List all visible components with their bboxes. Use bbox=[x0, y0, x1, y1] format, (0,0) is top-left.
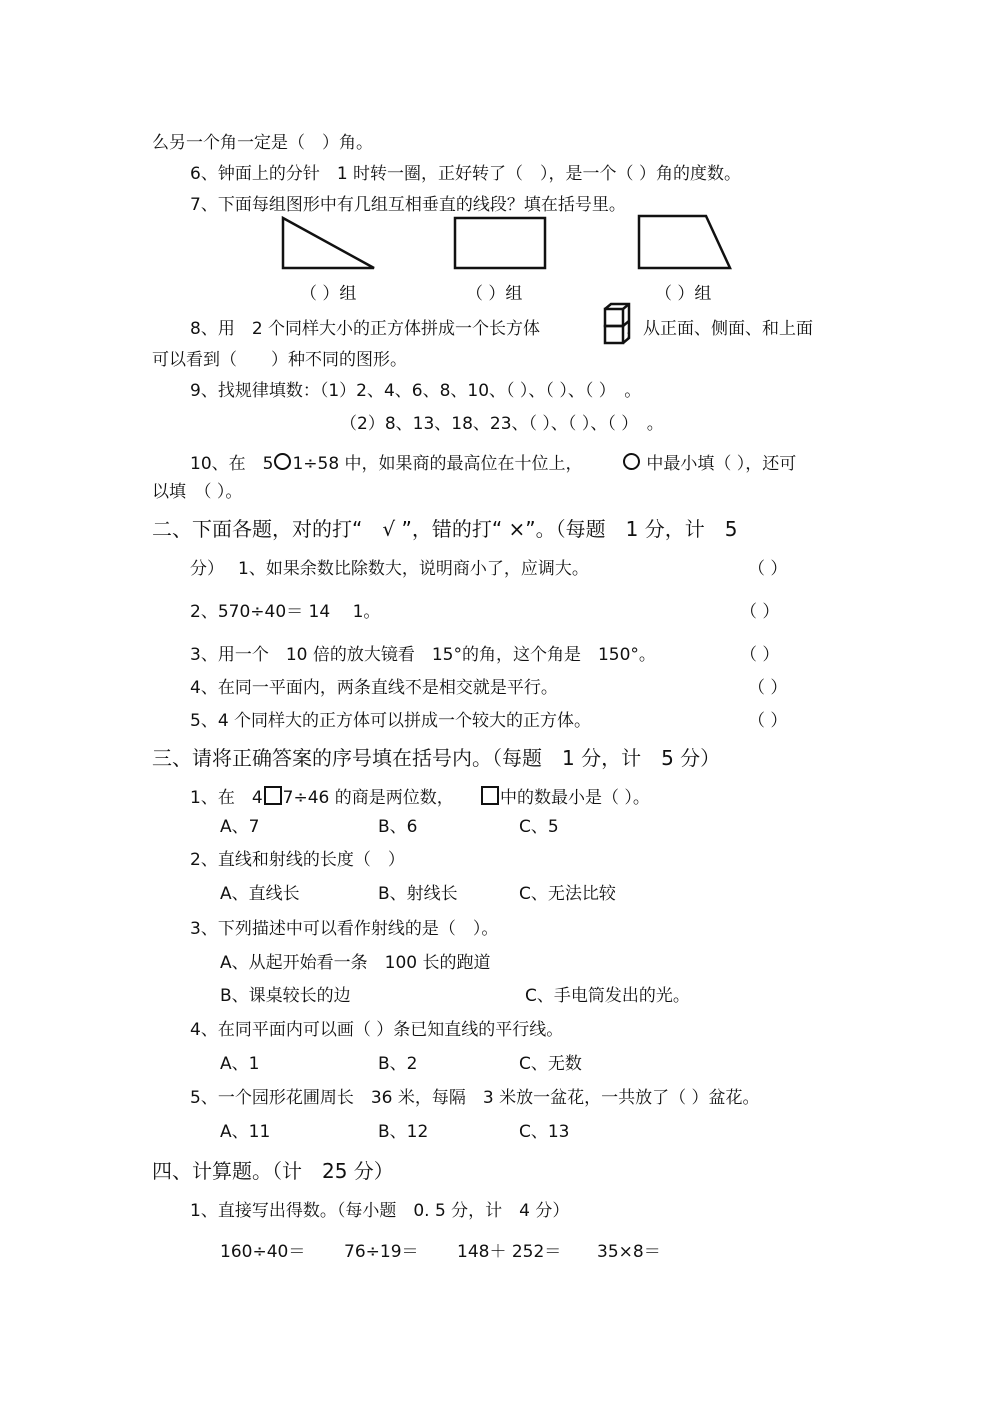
mc-q1-part-c: 中的数最小是（ ）。 bbox=[500, 788, 650, 808]
tf-item-2: 2、570÷40＝ 14 1。 bbox=[190, 602, 381, 622]
q5-continuation: 么另一个角一定是（ ）角。 bbox=[152, 133, 373, 153]
mc-q1-option-b: B、6 bbox=[378, 817, 418, 837]
square-blank-icon bbox=[264, 786, 282, 805]
question-8-line2: 可以看到（ ）种不同的图形。 bbox=[152, 350, 407, 370]
mc-q2-option-c: C、无法比较 bbox=[519, 884, 616, 904]
question-9-1: 9、找规律填数：（1）2、4、6、8、10、（ ）、（ ）、（ ） 。 bbox=[190, 381, 642, 401]
question-8-cont: ，从正面、侧面、和上面 bbox=[626, 319, 813, 339]
question-9-2: （2）8、13、18、23、（ ）、（ ）、（ ） 。 bbox=[340, 414, 664, 434]
section-4-title: 四、计算题。（计 25 分） bbox=[152, 1159, 394, 1183]
mc-question-1-cont bbox=[480, 786, 650, 807]
mc-q3-option-a: A、从起开始看一条 100 长的跑道 bbox=[220, 953, 491, 973]
circle-blank-icon bbox=[623, 453, 640, 470]
mc-q1-option-a: A、7 bbox=[220, 817, 260, 837]
calc-question-1: 1、直接写出得数。（每小题 0. 5 分，计 4 分） bbox=[190, 1201, 570, 1221]
circle-blank-icon bbox=[274, 453, 291, 470]
q10-part-c: 中最小填（ ），还可 bbox=[646, 454, 797, 474]
calc-item-4: 35×8＝ bbox=[597, 1242, 661, 1262]
section-2-title: 二、下面各题，对的打“ √ ”，错的打“ ×”。（每题 1 分，计 5 bbox=[152, 517, 738, 541]
tf-item-5: 5、4 个同样大的正方体可以拼成一个较大的正方体。 bbox=[190, 711, 592, 731]
rectangle-figure bbox=[452, 215, 548, 271]
mc-question-2: 2、直线和射线的长度（ ） bbox=[190, 850, 405, 870]
mc-question-1 bbox=[190, 786, 454, 807]
mc-q4-option-a: A、1 bbox=[220, 1054, 260, 1074]
tf-blank-4: （ ） bbox=[748, 678, 788, 698]
mc-q4-option-c: C、无数 bbox=[519, 1054, 582, 1074]
tf-item-4: 4、在同一平面内，两条直线不是相交就是平行。 bbox=[190, 678, 558, 698]
mc-q5-option-c: C、13 bbox=[519, 1122, 570, 1142]
mc-q3-option-c: C、手电筒发出的光。 bbox=[525, 986, 690, 1006]
mc-q2-option-a: A、直线长 bbox=[220, 884, 300, 904]
tf-blank-3: （ ） bbox=[740, 645, 780, 665]
question-7: 7、下面每组图形中有几组互相垂直的线段？填在括号里。 bbox=[190, 195, 626, 215]
q7-blank-1: （ ）组 bbox=[300, 284, 357, 304]
mc-question-4: 4、在同平面内可以画（ ）条已知直线的平行线。 bbox=[190, 1020, 564, 1040]
mc-q1-option-c: C、5 bbox=[519, 817, 559, 837]
tf-item-1: 1、如果余数比除数大，说明商小了，应调大。 bbox=[238, 559, 589, 579]
calc-item-3: 148＋ 252＝ bbox=[457, 1242, 562, 1262]
mc-q4-option-b: B、2 bbox=[378, 1054, 418, 1074]
tf-item-3: 3、用一个 10 倍的放大镜看 15°的角，这个角是 150°。 bbox=[190, 645, 656, 665]
tf-blank-1: （ ） bbox=[748, 559, 788, 579]
square-blank-icon bbox=[481, 786, 499, 805]
tf-blank-5: （ ） bbox=[748, 711, 788, 731]
calc-item-1: 160÷40＝ bbox=[220, 1242, 306, 1262]
mc-q2-option-b: B、射线长 bbox=[378, 884, 458, 904]
mc-q3-option-b: B、课桌较长的边 bbox=[220, 986, 351, 1006]
mc-q1-part-a: 1、在 4 bbox=[190, 788, 263, 808]
mc-q1-part-b: 7÷46 的商是两位数， bbox=[282, 788, 454, 808]
right-trapezoid-figure bbox=[636, 213, 734, 271]
mc-q5-option-b: B、12 bbox=[378, 1122, 429, 1142]
q7-blank-3: （ ）组 bbox=[655, 284, 712, 304]
question-10 bbox=[190, 453, 583, 473]
calc-item-2: 76÷19＝ bbox=[344, 1242, 419, 1262]
question-10-line2: 以填 （ ）。 bbox=[152, 482, 243, 502]
right-triangle-figure bbox=[280, 215, 380, 271]
mc-question-3: 3、下列描述中可以看作射线的是（ ）。 bbox=[190, 919, 499, 939]
question-6: 6、钟面上的分针 1 时转一圈，正好转了（ ），是一个（ ）角的度数。 bbox=[190, 164, 741, 184]
question-10-cont bbox=[622, 453, 796, 473]
section-2-title-cont: 分） bbox=[190, 559, 224, 579]
tf-blank-2: （ ） bbox=[740, 602, 780, 622]
q10-part-b: 1÷58 中，如果商的最高位在十位上， bbox=[292, 454, 583, 474]
mc-q5-option-a: A、11 bbox=[220, 1122, 271, 1142]
mc-question-5: 5、一个园形花圃周长 36 米，每隔 3 米放一盆花，一共放了（ ）盆花。 bbox=[190, 1088, 760, 1108]
question-8: 8、用 2 个同样大小的正方体拼成一个长方体 bbox=[190, 319, 541, 339]
section-3-title: 三、请将正确答案的序号填在括号内。（每题 1 分，计 5 分） bbox=[152, 746, 721, 770]
q10-part-a: 10、在 5 bbox=[190, 454, 274, 474]
q7-blank-2: （ ）组 bbox=[466, 284, 523, 304]
